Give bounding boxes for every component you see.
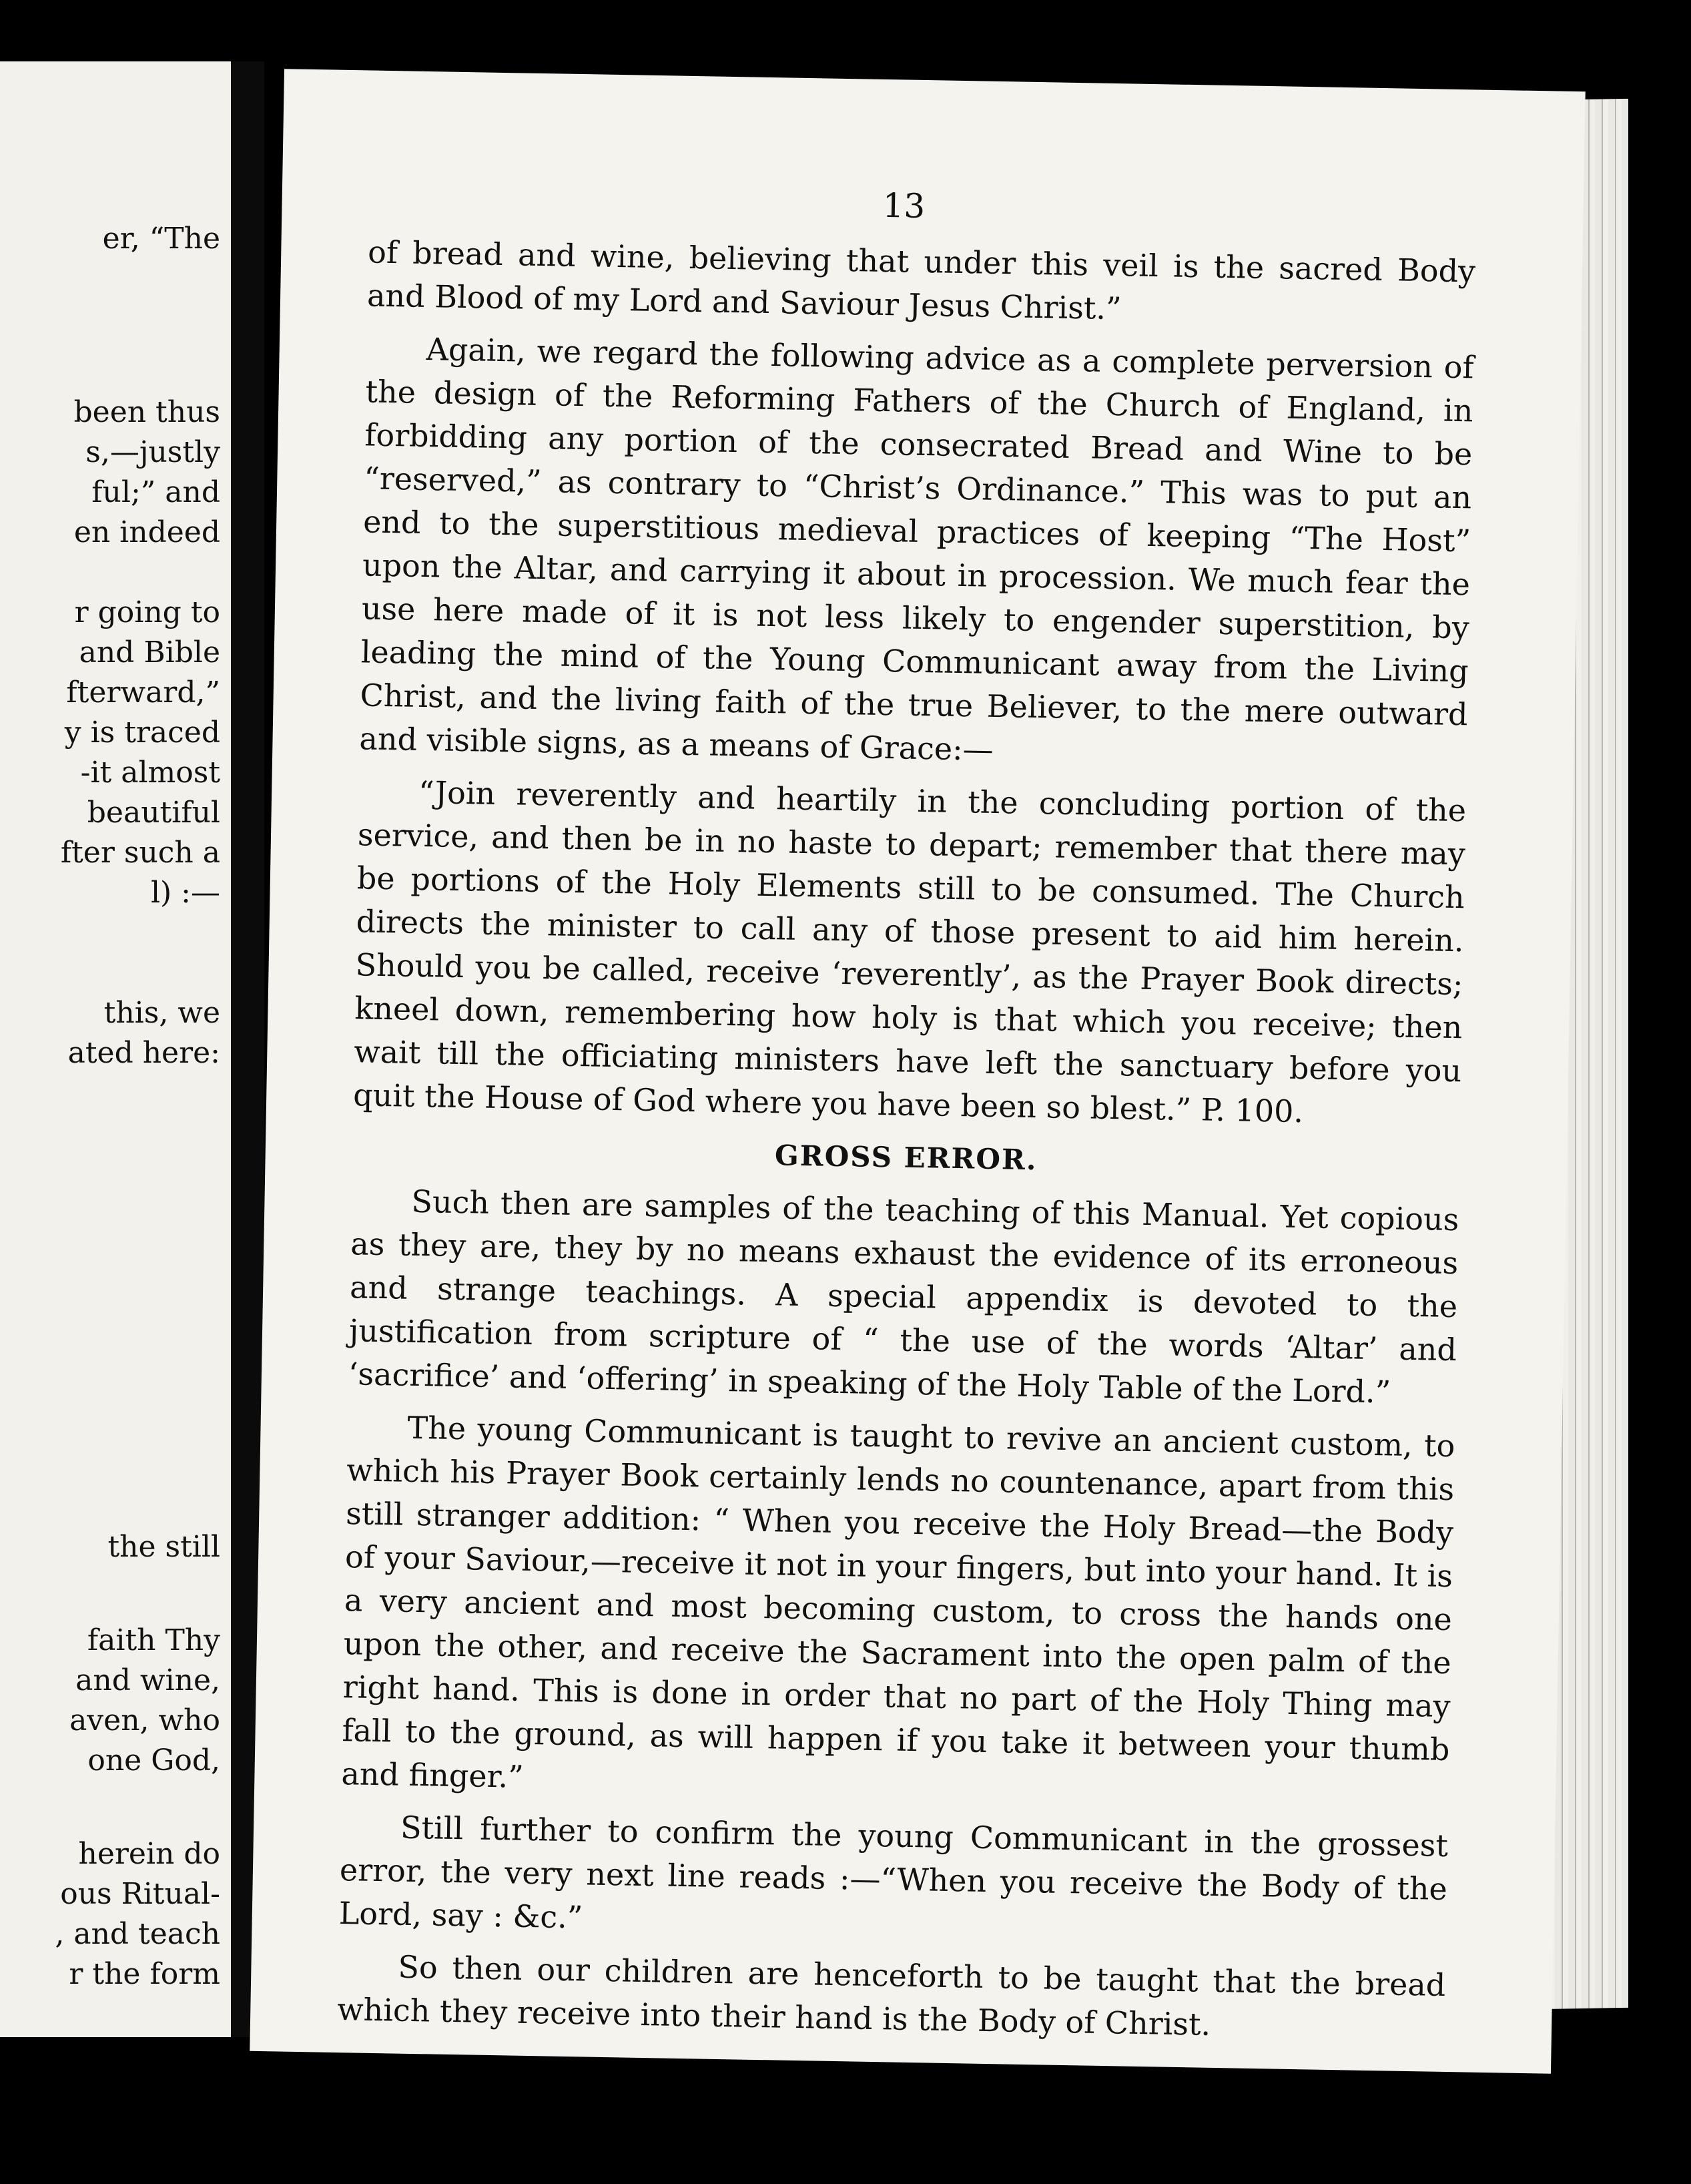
left-page-line: , and teach: [55, 1917, 220, 1951]
section-heading: GROSS ERROR.: [774, 1139, 1038, 1177]
left-page-line: faith Thy: [87, 1623, 220, 1657]
left-facing-page: [0, 61, 231, 2037]
left-page-line: ated here:: [67, 1036, 220, 1070]
left-page-line: herein do: [78, 1837, 220, 1871]
left-page-line: fter such a: [60, 836, 220, 870]
left-page-line: aven, who: [69, 1703, 220, 1737]
left-page-line: this, we: [103, 996, 220, 1030]
left-page-line: fterward,”: [66, 675, 220, 710]
left-page-line: l) :—: [150, 876, 220, 910]
left-page-line: and Bible: [79, 635, 220, 669]
left-page-line: ful;” and: [91, 475, 220, 509]
left-page-line: beautiful: [87, 796, 220, 830]
left-page-line: one God,: [87, 1743, 220, 1778]
left-page-line: and wine,: [75, 1663, 220, 1697]
paragraph: Still further to confirm the young Communicant in the grossest error, the very next line reads :—“When you receive the Body of the Lord, say : &c.”: [338, 1809, 1449, 1936]
left-page-line: ous Ritual-: [60, 1877, 220, 1911]
page-body: [337, 230, 1476, 2060]
paragraph: Such then are samples of the teaching of this Manual. Yet copious as they are, they by no means exhaust the evidence of its erroneous and strange teachings. A special appendix is devoted to the justification from scripture of “ the use of the words ‘Altar’ and ‘sacrifice’ and ‘offering’ in speaking of the Holy Table of the Lord.”: [348, 1183, 1459, 1410]
left-page-line: been thus: [73, 395, 220, 429]
left-page-line: s,—justly: [85, 435, 220, 469]
left-page-line: r going to: [74, 595, 220, 629]
paragraph: of bread and wine, believing that under this veil is the sacred Body and Blood of my Lord and Saviour Jesus Christ.”: [366, 234, 1476, 327]
paragraph: The young Communicant is taught to revive an ancient custom, to which his Prayer Book certainly lends no countenance, apart from this still stranger addition: “ When you receive the Holy Bread—the Body of your Saviour,—receive it not in your fingers, but into your hand. It is a very ancient and most becoming custom, to cross the hands one upon the other, and receive the Sacrament into the open palm of the right hand. This is done in order that no part of the Holy Thing may fall to the ground, as will happen if you take it between your thumb and finger.”: [341, 1409, 1455, 1795]
left-page-line: the still: [107, 1530, 220, 1564]
left-page-line: -it almost: [80, 756, 220, 790]
left-page-line: er, “The: [102, 222, 220, 256]
quoted-paragraph: “Join reverently and heartily in the concluding portion of the service, and then be in no haste to depart; remember that there may be portions of the Holy Elements still to be consumed. The Church directs the minister to call any of those present to aid him herein. Should you be called, receive ‘reverently’, as the Prayer Book directs; kneel down, remembering how holy is that which you receive; then wait till the officiating ministers have left the sanctuary before you quit the House of God where you have been so blest.” P. 100.: [352, 774, 1467, 1130]
paragraph: Again, we regard the following advice as a complete perversion of the design of the Reforming Fathers of the Church of England, in forbidding any portion of the consecrated Bread and Wine to be “reserved,” as contrary to “Christ’s Ordinance.” This was to put an end to the superstitious medieval practices of keeping “The Host” upon the Altar, and carrying it about in procession. We much fear the use here made of it is not less likely to engender superstition, by leading the mind of the Young Communicant away from the Living Christ, and the living faith of the true Believer, to the mere outward and visible signs, as a means of Grace:—: [359, 330, 1475, 768]
paragraph: So then our children are henceforth to be taught that the bread which they receive into their hand is the Body of Christ.: [336, 1948, 1446, 2042]
left-page-line: r the form: [69, 1957, 220, 1991]
left-page-line: en indeed: [73, 515, 220, 549]
right-page: [250, 69, 1586, 2074]
left-page-line: y is traced: [64, 716, 220, 750]
page-number: 13: [882, 186, 926, 226]
